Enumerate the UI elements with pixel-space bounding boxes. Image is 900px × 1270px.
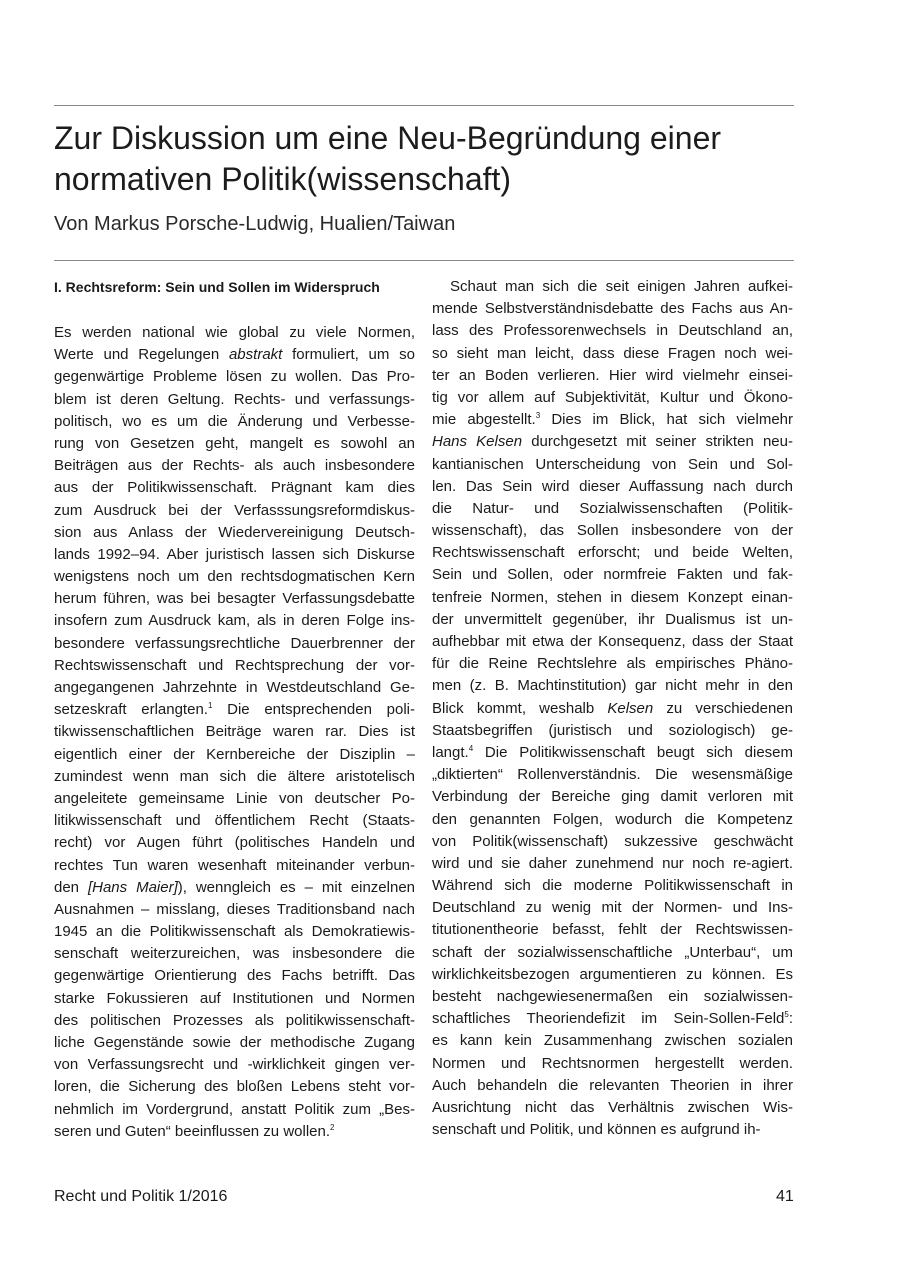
text-line: mie abgestellt.$^3$ Dies im Blick, hat sich vielmehr: [432, 411, 793, 429]
text-line: men (z. B. Machtinstitution) gar nicht mehr in den: [432, 677, 793, 695]
text-line: politisch, wo es um die Änderung und Verbesse-: [54, 412, 415, 430]
text-line: Deutschland zu wenig mit der Normen- und Ins-: [432, 899, 793, 917]
text-line: tenfreie Normen, stehen in diesem Konzept einan-: [432, 588, 793, 606]
text-line: Beiträgen aus der Rechts- als auch insbesondere: [54, 457, 415, 475]
text-line: lass des Professorenwechsels in Deutschland an,: [432, 322, 793, 340]
text-line: senschaft und Politik, und können es aufgrund ih-: [432, 1121, 761, 1139]
text-line: es kann kein Zusammenhang zwischen sozialen: [432, 1032, 793, 1050]
text-line: Schaut man sich die seit einigen Jahren aufkei-: [450, 278, 793, 295]
text-line: Hans Kelsen durchgesetzt mit seiner strikten neu-: [432, 433, 793, 451]
italic-name: abstrakt: [228, 346, 283, 364]
text-line: für die Reine Rechtslehre als empirisches Phäno-: [432, 655, 793, 673]
text-line: litikwissenschaft und öffentlichem Recht (Staats-: [54, 812, 415, 830]
text-line: eigentlich einer der Kernbereiche der Disziplin –: [54, 745, 415, 763]
text-line: wissenschaft), das Sollen insbesondere von der: [432, 522, 793, 540]
text-line: sion aus Anlass der Wiedervereinigung Deutsch-: [54, 523, 415, 541]
text-line: der unvermittelt gegenüber, ihr Dualismus ist un-: [432, 610, 793, 628]
text-line: Sein und Sollen, oder normfreie Fakten und fak-: [432, 566, 793, 584]
text-line: insofern zum Ausdruck kam, als in deren Folge ins-: [54, 612, 415, 630]
text-line: besteht nachgewiesenermaßen ein sozialwissen-: [432, 988, 793, 1005]
header-rule: [54, 260, 794, 261]
text-line: Werte und Regelungen abstrakt formuliert, um so: [54, 346, 415, 364]
text-line: Staatsbegriffen (juristisch und soziologisch) ge-: [432, 721, 793, 739]
author-byline: Von Markus Porsche-Ludwig, Hualien/Taiwan: [54, 213, 456, 235]
text-line: Rechtswissenschaft und Rechtsprechung der vor-: [54, 656, 415, 674]
footnote-marker: 3: [535, 411, 541, 421]
footnote-marker: 5: [784, 1010, 789, 1020]
text-line: ter an Boden verlieren. Hier wird vielmehr einsei-: [432, 366, 793, 384]
text-line: zumindest wenn man sich die ältere aristotelisch: [54, 767, 415, 785]
text-line: aus der Politikwissenschaft. Prägnant kam dies: [54, 479, 415, 497]
text-line: Auch behandeln die relevanten Theorien in ihrer: [432, 1076, 793, 1094]
text-line: herum führen, was bei besagter Verfassungsdebatte: [54, 590, 415, 608]
text-line: nehmlich im Vordergrund, anstatt Politik zum „Bes-: [54, 1100, 415, 1118]
text-line: von Politik(wissenschaft) sukzessive geschwächt: [432, 832, 793, 850]
text-line: Rechtswissenschaft erforscht; und beide Welten,: [432, 544, 793, 562]
title-line-2: normativen Politik(wissenschaft): [54, 161, 512, 197]
text-line: seren und Guten“ beeinflussen zu wollen.$^2$: [54, 1122, 335, 1140]
text-line: Während sich die moderne Politikwissenschaft in: [432, 877, 793, 895]
italic-name: [Hans Maier]: [87, 878, 178, 896]
text-line: des politischen Prozesses als politikwissenschaft-: [54, 1011, 415, 1029]
text-line: aufhebbar mit etwa der Konsequenz, dass der Staat: [432, 633, 793, 650]
text-line: blem ist deren Geltung. Rechts- und verfassungs-: [54, 390, 415, 408]
text-line: angegangenen Jahrzehnte in Westdeutschland Ge-: [54, 679, 415, 696]
text-line: lands 1992–94. Aber juristisch lassen sich Diskurse: [54, 545, 415, 563]
page-number: 41: [776, 1188, 794, 1205]
text-line: recht) vor Augen führt (politisches Handeln und: [54, 834, 415, 852]
text-line: tig vor allem auf Subjektivität, Kultur und Ökono-: [432, 388, 793, 406]
text-line: kantianischen Unterscheidung von Sein und Sol-: [432, 455, 793, 473]
text-line: wird und sie daher zunehmend nur noch re-agiert.: [432, 854, 793, 872]
text-line: den genannten Folgen, wodurch die Kompetenz: [432, 810, 793, 828]
text-line: Ausrichtung nicht das Verhältnis zwischen Wis-: [432, 1098, 793, 1116]
left-column: [54, 276, 415, 1143]
right-paragraph: [432, 276, 793, 1141]
text-line: besondere verfassungsrechtliche Dauerbrenner der: [54, 634, 415, 652]
text-line: schaftliches Theoriendefizit im Sein-Sollen-Feld$^5$:: [432, 1010, 793, 1028]
text-line: Es werden national wie global zu viele Normen,: [54, 324, 415, 341]
left-paragraph: [54, 322, 415, 1143]
text-line: titutionentheorie befasst, fehlt der Rechtswissen-: [432, 921, 793, 939]
article-title: [54, 118, 799, 200]
text-line: setzeskraft erlangten.$^1$ Die entsprechenden poli-: [54, 701, 415, 719]
text-line: gegenwärtige Orientierung des Fachs betrifft. Das: [54, 967, 415, 985]
italic-name: Hans Kelsen: [432, 433, 523, 451]
text-line: Verbindung der Bereiche ging damit verloren mit: [432, 788, 793, 806]
text-line: Normen und Rechtsnormen hergestellt werden.: [432, 1054, 793, 1072]
footnote-marker: 1: [207, 701, 213, 711]
text-line: „diktierten“ Rollenverständnis. Die wesensmäßige: [432, 766, 793, 784]
text-line: mende Selbstverständnisdebatte des Fachs aus An-: [432, 300, 793, 318]
text-line: rechtes Tun waren wesenhaft miteinander verbun-: [54, 856, 415, 874]
text-line: gegenwärtige Probleme lösen zu wollen. Das Pro-: [54, 368, 415, 386]
right-column: [432, 276, 793, 1141]
italic-name: Kelsen: [607, 699, 654, 717]
text-line: 1945 an die Politikwissenschaft als Demokratiewis-: [54, 923, 415, 941]
text-line: liche Gegenstände sowie der methodische Zugang: [54, 1034, 415, 1051]
text-line: rung von Gesetzen geht, mangelt es sowohl an: [54, 434, 415, 452]
text-line: wirklichkeitsbezogen argumentieren zu können. Es: [432, 965, 793, 983]
text-line: so sieht man leicht, dass diese Fragen noch wei-: [432, 344, 793, 362]
text-line: loren, die Sicherung des bloßen Lebens steht vor-: [54, 1078, 415, 1096]
text-line: starke Fokussieren auf Institutionen und Normen: [54, 989, 415, 1007]
footnote-marker: 4: [468, 743, 474, 753]
text-line: schaft der sozialwissenschaftliche „Unterbau“, um: [432, 943, 793, 961]
section-heading: I. Rechtsreform: Sein und Sollen im Widerspruch: [54, 279, 380, 295]
journal-footer: Recht und Politik 1/2016: [54, 1188, 228, 1205]
text-line: senschaft weiterzureichen, was insbesondere die: [54, 945, 415, 963]
text-line: len. Das Sein wird dieser Auffassung nach durch: [432, 477, 793, 495]
text-line: die Natur- und Sozialwissenschaften (Politik-: [432, 499, 793, 517]
top-rule: [54, 105, 794, 106]
footnote-marker: 2: [330, 1122, 335, 1132]
text-line: den [Hans Maier]), wenngleich es – mit einzelnen: [54, 878, 415, 896]
text-line: Blick kommt, weshalb Kelsen zu verschiedenen: [432, 699, 793, 717]
text-line: tikwissenschaftlichen Beiträge waren rar. Dies ist: [54, 723, 415, 741]
text-line: zum Ausdruck bei der Verfasssungsreformdiskus-: [54, 501, 415, 519]
text-line: langt.$^4$ Die Politikwissenschaft beugt sich diesem: [432, 743, 793, 761]
title-line-1: Zur Diskussion um eine Neu-Begründung einer: [54, 120, 722, 156]
text-line: Ausnahmen – misslang, dieses Traditionsband nach: [54, 900, 415, 918]
text-line: wenigstens noch um den rechtsdogmatischen Kern: [54, 568, 415, 586]
text-line: von Verfassungsrecht und -wirklichkeit gingen ver-: [54, 1056, 415, 1074]
text-line: angeleitete gemeinsame Linie von deutscher Po-: [54, 789, 415, 807]
